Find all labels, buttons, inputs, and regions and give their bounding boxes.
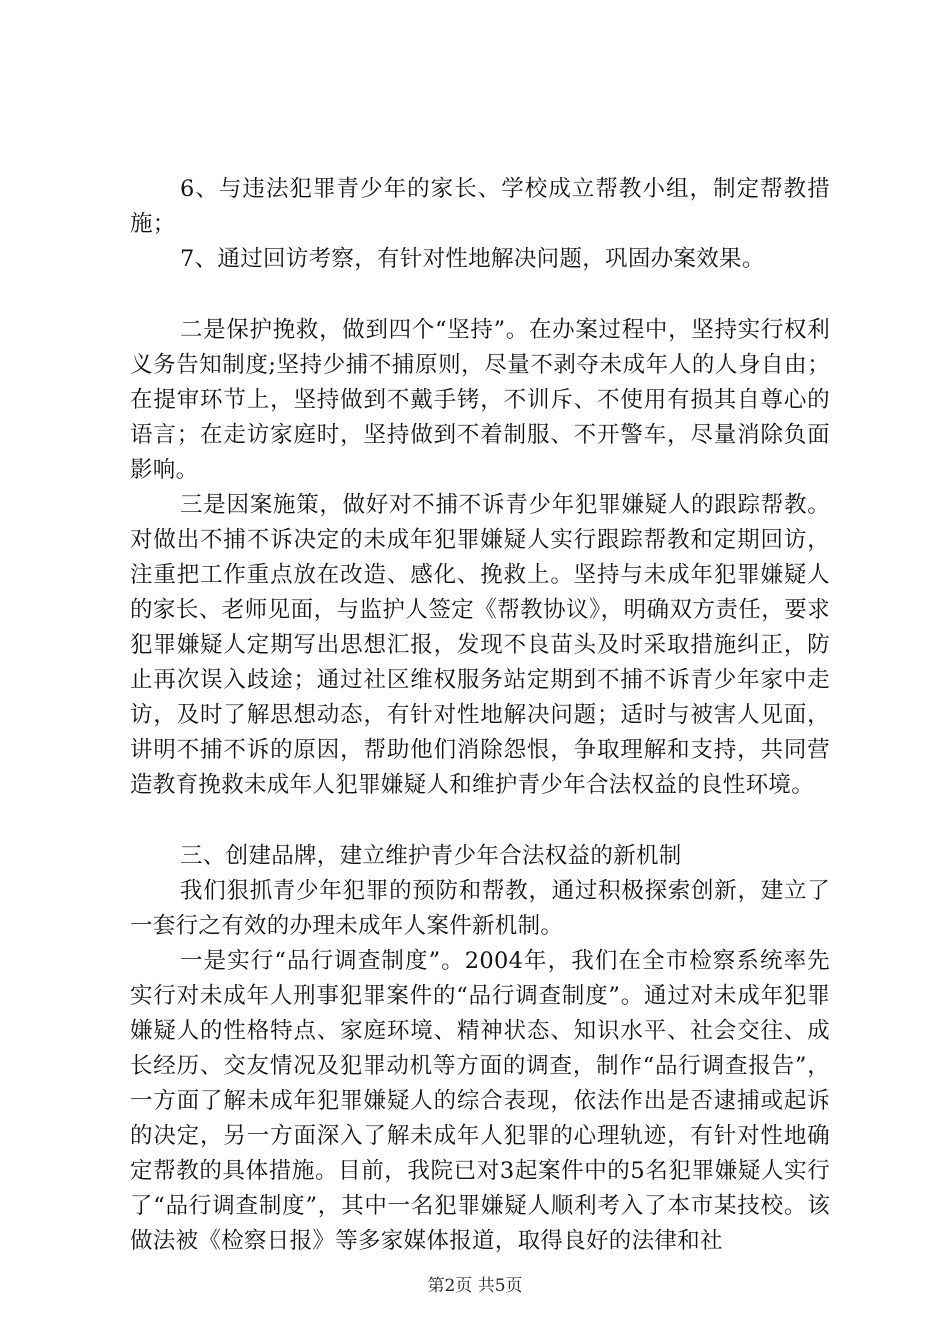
page-body: [130, 172, 830, 1259]
paragraph-item-6: 6、与违法犯罪青少年的家长、学校成立帮教小组，制定帮教措施；: [130, 176, 830, 237]
paragraph-intro: 我们狠抓青少年犯罪的预防和帮教，通过积极探索创新，建立了一套行之有效的办理未成年人案件新机制。: [130, 878, 830, 939]
paragraph-protection: 二是保护挽救，做到四个“坚持”。在办案过程中，坚持实行权利义务告知制度;坚持少捕不捕原则，尽量不剥夺未成年人的人身自由；在提审环节上，坚持做到不戴手铐，不训斥、不使用有损其自尊心的语言；在走访家庭时，坚持做到不着制服、不开警车，尽量消除负面影响。: [130, 317, 830, 483]
section-heading: 三、创建品牌，建立维护青少年合法权益的新机制: [180, 843, 682, 869]
paragraph-spacer: [130, 277, 830, 313]
paragraph-conduct-survey: 一是实行“品行调查制度”。2004年，我们在全市检察系统率先实行对未成年人刑事犯罪案件的“品行调查制度”。通过对未成年犯罪嫌疑人的性格特点、家庭环境、精神状态、知识水平、社会交往、成长经历、交友情况及犯罪动机等方面的调查，制作“品行调查报告”，一方面了解未成年犯罪嫌疑人的综合表现，依法作出是否逮捕或起诉的决定，另一方面深入了解未成年人犯罪的心理轨迹，有针对性地确定帮教的具体措施。目前，我院已对3起案件中的5名犯罪嫌疑人实行了“品行调查制度”，其中一名犯罪嫌疑人顺利考入了本市某技校。该做法被《检察日报》等多家媒体报道，取得良好的法律和社: [130, 948, 830, 1254]
page-number-footer: 第2页 共5页: [427, 1276, 523, 1296]
paragraph-spacer: [130, 803, 830, 839]
paragraph-item-7: 7、通过回访考察，有针对性地解决问题，巩固办案效果。: [180, 246, 765, 272]
paragraph-follow-up: 三是因案施策，做好对不捕不诉青少年犯罪嫌疑人的跟踪帮教。对做出不捕不诉决定的未成年犯罪嫌疑人实行跟踪帮教和定期回访，注重把工作重点放在改造、感化、挽救上。坚持与未成年犯罪嫌疑人的家长、老师见面，与监护人签定《帮教协议》，明确双方责任，要求犯罪嫌疑人定期写出思想汇报，发现不良苗头及时采取措施纠正，防止再次误入歧途；通过社区维权服务站定期到不捕不诉青少年家中走访，及时了解思想动态，有针对性地解决问题；适时与被害人见面，讲明不捕不诉的原因，帮助他们消除怨恨，争取理解和支持，共同营造教育挽救未成年人犯罪嫌疑人和维护青少年合法权益的良性环境。: [130, 492, 830, 798]
